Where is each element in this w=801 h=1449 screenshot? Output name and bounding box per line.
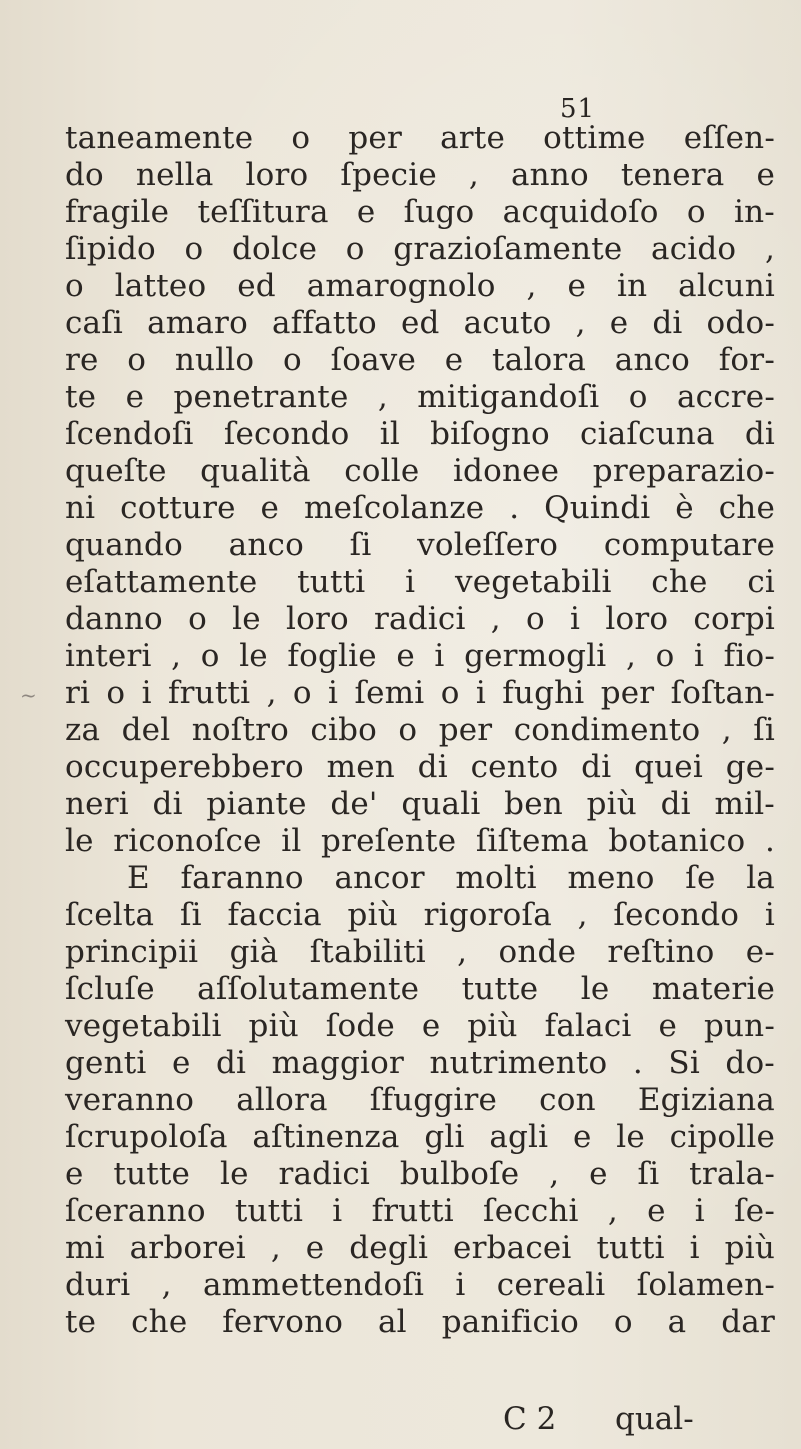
text-line: le riconoſce il preſente ſiſtema botanico . (65, 823, 775, 859)
text-line: queſte qualità colle idonee preparazio- (65, 453, 775, 489)
text-line: do nella loro ſpecie , anno tenera e (65, 157, 775, 193)
margin-mark: ~ (20, 683, 37, 707)
paragraph-start-line: E faranno ancor molti meno ſe la (127, 860, 775, 896)
body-text (65, 120, 775, 1341)
text-line: veranno allora ſfuggire con Egiziana (65, 1082, 775, 1118)
text-line: caſi amaro affatto ed acuto , e di odo- (65, 305, 775, 341)
text-line: ſceranno tutti i frutti ſecchi , e i ſe- (65, 1193, 775, 1229)
page-number: 51 (560, 94, 596, 124)
text-line: duri , ammettendoſi i cereali ſolamen- (65, 1267, 775, 1303)
text-line: danno o le loro radici , o i loro corpi (65, 601, 775, 637)
text-line: mi arborei , e degli erbacei tutti i più (65, 1230, 775, 1266)
text-line: occuperebbero men di cento di quei ge- (65, 749, 775, 785)
catchword: qual- (615, 1401, 694, 1437)
text-line: neri di piante de' quali ben più di mil- (65, 786, 775, 822)
text-line: interi , o le foglie e i germogli , o i fio- (65, 638, 775, 674)
text-line: principii già ſtabiliti , onde reſtino e- (65, 934, 775, 970)
text-line: o latteo ed amarognolo , e in alcuni (65, 268, 775, 304)
text-line: ſcendoſi ſecondo il biſogno ciaſcuna di (65, 416, 775, 452)
text-line: ſcluſe aſſolutamente tutte le materie (65, 971, 775, 1007)
text-line: eſattamente tutti i vegetabili che ci (65, 564, 775, 600)
text-line: ſcrupoloſa aſtinenza gli agli e le cipolle (65, 1119, 775, 1155)
text-line: ni cotture e meſcolanze . Quindi è che (65, 490, 775, 526)
text-line: te e penetrante , mitigandoſi o accre- (65, 379, 775, 415)
text-line: quando anco ſi voleſſero computare (65, 527, 775, 563)
text-line: ſipido o dolce o grazioſamente acido , (65, 231, 775, 267)
signature-mark: C 2 (503, 1401, 557, 1437)
text-line: te che fervono al panificio o a dar (65, 1304, 775, 1340)
text-line: taneamente o per arte ottime eſſen- (65, 120, 775, 156)
text-line: ſcelta ſi faccia più rigoroſa , ſecondo i (65, 897, 775, 933)
text-line: re o nullo o ſoave e talora anco for- (65, 342, 775, 378)
text-line: ri o i frutti , o i ſemi o i fughi per ſoſtan- (65, 675, 775, 711)
text-line: vegetabili più ſode e più falaci e pun- (65, 1008, 775, 1044)
text-line: genti e di maggior nutrimento . Si do- (65, 1045, 775, 1081)
text-line: e tutte le radici bulboſe , e ſi trala- (65, 1156, 775, 1192)
text-line: za del noſtro cibo o per condimento , ſi (65, 712, 775, 748)
text-line: fragile teſſitura e ſugo acquidoſo o in- (65, 194, 775, 230)
